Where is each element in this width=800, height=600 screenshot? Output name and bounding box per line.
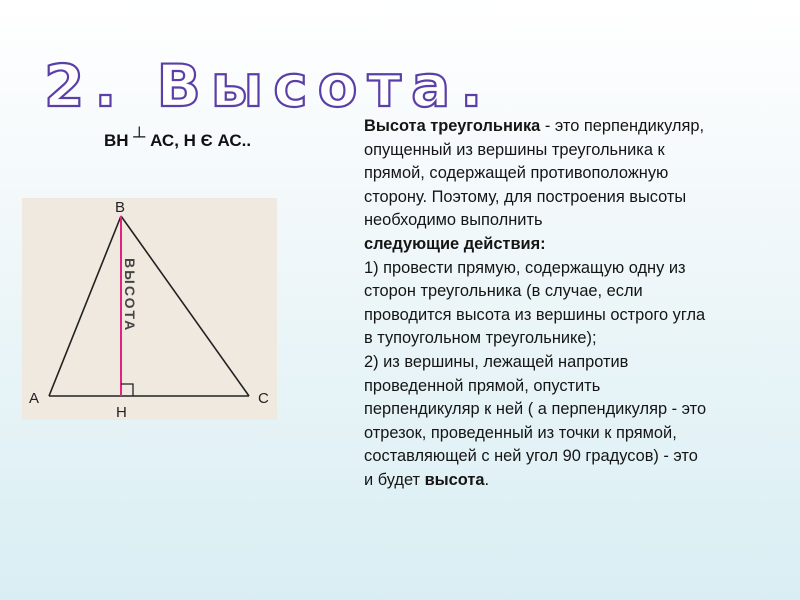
right-angle-mark	[121, 384, 133, 396]
step-2-end: .	[484, 470, 490, 489]
altitude-label: ВЫСОТА	[122, 258, 138, 333]
step-2-body: 2) из вершины, лежащей напротив проведенной прямой, опустить перпендикуляр к ней ( а перпендикуляр - это отрезок, проведенный из точки к прямой, составляющей с ней угол 90 градусов) - это и будет	[364, 352, 707, 489]
vertex-label-b: В	[115, 199, 126, 216]
notation-segment-ac: АС, Н Є АС..	[150, 131, 252, 150]
actions-heading	[364, 233, 709, 257]
notation-segment-bh: ВН	[104, 131, 129, 150]
definition-paragraph	[364, 115, 709, 233]
slide-title	[40, 52, 640, 122]
step-1: 1) провести прямую, содержащую одну из сторон треугольника (в случае, если проводится высота из вершины острого угла в тупоугольном треугольнике);	[364, 258, 706, 348]
side-bc	[121, 216, 249, 396]
definition-body: - это перпендикуляр, опущенный из вершины треугольника к прямой, содержащей противоположную сторону. Поэтому, для построения высоты необходимо выполнить	[364, 117, 705, 230]
definition-text	[364, 115, 709, 493]
foot-label-h: Н	[116, 404, 127, 420]
definition-term: Высота треугольника	[364, 117, 541, 135]
side-ab	[49, 216, 121, 396]
triangle-figure	[22, 198, 277, 420]
vertex-label-a: А	[29, 390, 40, 407]
altitude-notation	[104, 127, 252, 151]
slide-title-text: 2. Высота.	[44, 52, 493, 120]
perpendicular-symbol: ┴	[133, 127, 146, 146]
step-2	[364, 351, 709, 493]
actions-heading-text: следующие действия:	[364, 234, 546, 253]
vertex-label-c: С	[258, 390, 269, 407]
step-2-term: высота	[424, 470, 485, 489]
